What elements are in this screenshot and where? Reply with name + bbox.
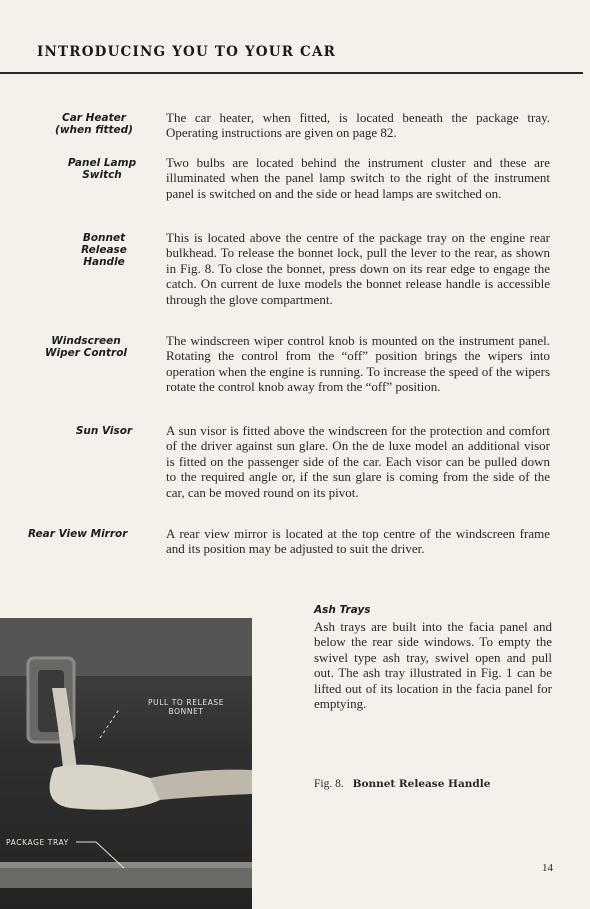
page-number: 14 (542, 862, 553, 874)
section-text: The car heater, when fitted, is located beneath the package tray. Operating instructions are given on page 82. (166, 110, 550, 141)
package-tray-label: PACKAGE TRAY (6, 838, 69, 847)
ash-trays-text: Ash trays are built into the facia panel and below the rear side windows. To empty the swivel type ash tray, swivel open and pull out. The ash tray illustrated in Fig. 1 can be lifted out of its location in the facia panel for emptying. (314, 619, 552, 712)
section-label: Sun Visor (75, 425, 133, 437)
section-label: Panel Lamp Switch (67, 157, 137, 181)
figure-number: Fig. 8. (314, 778, 344, 790)
page-header: INTRODUCING YOU TO YOUR CAR (37, 44, 337, 60)
section-text: This is located above the centre of the package tray on the engine rear bulkhead. To release the bonnet lock, pull the lever to the rear, as shown in Fig. 8. To close the bonnet, press down on its rear edge to engage the catch. On current de luxe models the bonnet release handle is accessible through the glove compartment. (166, 230, 550, 307)
pull-to-release-label: PULL TO RELEASE BONNET (148, 698, 225, 716)
section-text: The windscreen wiper control knob is mounted on the instrument panel. Rotating the control from the “off” position brings the wipers into operation when the engine is running. To increase the speed of the wipers rotate the control knob away from the “off” position. (166, 333, 550, 395)
section-text: A sun visor is fitted above the windscreen for the protection and comfort of the driver against sun glare. On the de luxe model an additional visor is fitted on the passenger side of the car. Each visor can be pulled down to the required angle or, if the sun glare is coming from the side of the car, can be moved round on its pivot. (166, 423, 550, 500)
figure-title: Bonnet Release Handle (352, 778, 491, 790)
section-label: Rear View Mirror (28, 528, 128, 540)
header-rule (0, 72, 583, 74)
figure-caption (314, 778, 490, 790)
ash-trays-heading: Ash Trays (314, 604, 371, 616)
bonnet-release-illustration (0, 618, 252, 909)
section-text: A rear view mirror is located at the top centre of the windscreen frame and its position may be adjusted to suit the driver. (166, 526, 550, 557)
section-label: Bonnet Release Handle (81, 232, 127, 268)
section-label: Car Heater (when fitted) (55, 112, 133, 136)
section-label: Windscreen Wiper Control (44, 335, 128, 359)
section-text: Two bulbs are located behind the instrument cluster and these are illuminated when the panel lamp switch to the right of the instrument panel is switched on and the side or head lamps are switched on. (166, 155, 550, 201)
bonnet-release-photo (0, 618, 252, 909)
